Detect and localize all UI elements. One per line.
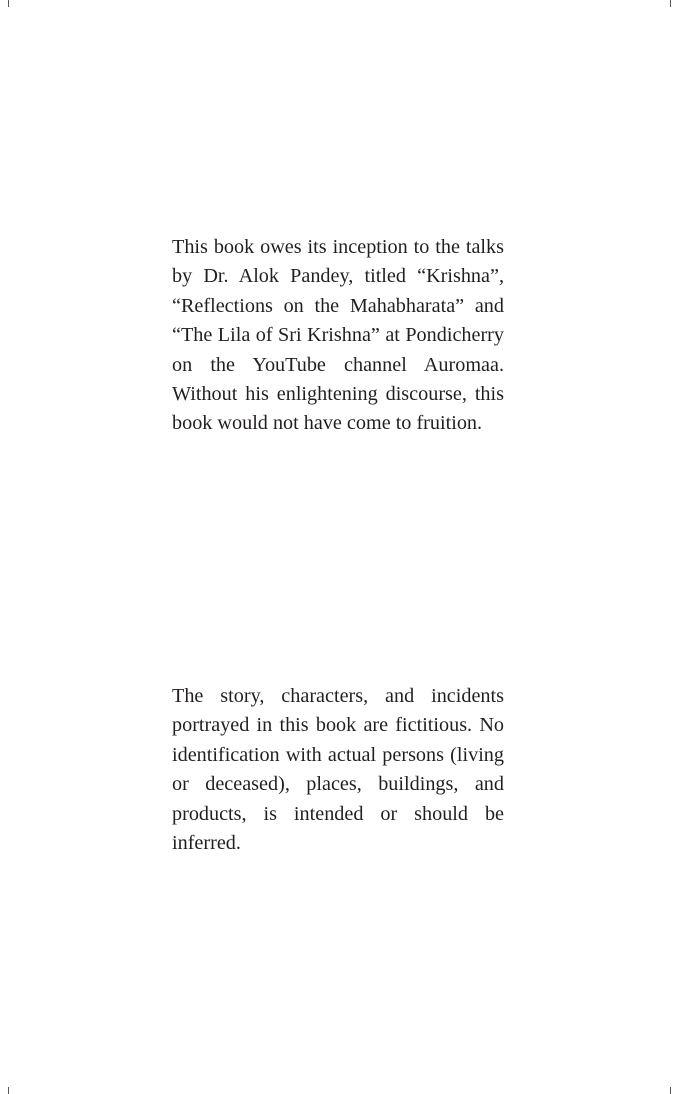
disclaimer-line: The story, characters, and incidents [172,685,504,707]
crop-mark-bottom-left [8,1087,9,1094]
acknowledgement-line: Without his enlightening discourse, this [172,383,504,406]
disclaimer-paragraph [172,682,504,858]
acknowledgement-paragraph [172,233,504,439]
acknowledgement-line: This book owes its inception to the talks [172,236,504,258]
acknowledgement-line: “The Lila of Sri Krishna” at Pondicherry [172,324,504,347]
crop-mark-bottom-right [670,1087,671,1094]
disclaimer-line: inferred. [172,832,241,855]
disclaimer-line: or deceased), places, buildings, and [172,773,504,796]
disclaimer-line: portrayed in this book are fictitious. No [172,714,504,737]
disclaimer-line: products, is intended or should be [172,802,504,825]
acknowledgement-line: “Reflections on the Mahabharata” and [172,294,504,317]
acknowledgement-line: book would not have come to fruition. [172,412,483,435]
acknowledgement-line: on the YouTube channel Auromaa. [172,353,504,376]
crop-mark-top-left [8,0,9,7]
disclaimer-line: identification with actual persons (living [172,743,504,766]
crop-mark-top-right [670,0,671,7]
acknowledgement-line: by Dr. Alok Pandey, titled “Krishna”, [172,265,504,288]
